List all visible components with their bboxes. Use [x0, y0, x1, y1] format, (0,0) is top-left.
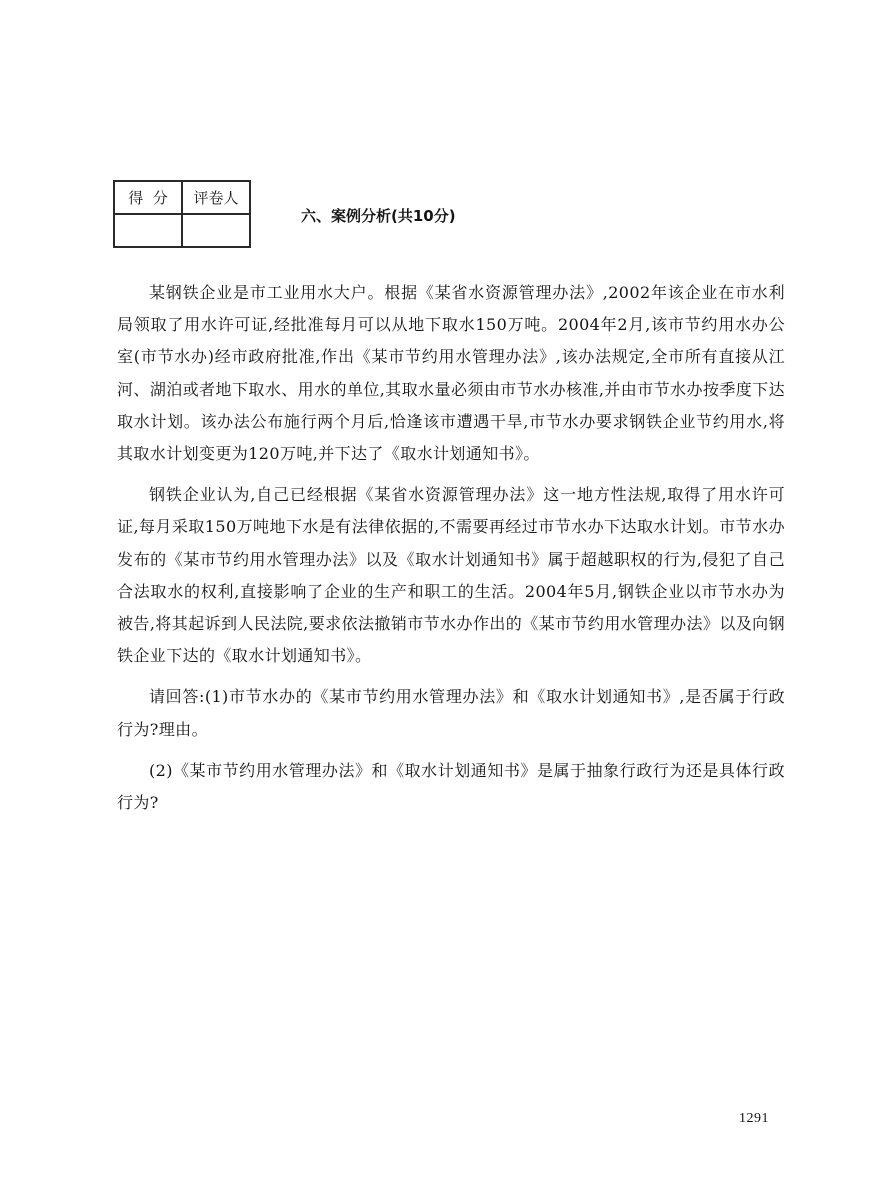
grader-value-cell [182, 214, 250, 247]
score-label: 得 分 [114, 181, 182, 214]
section-title: 六、案例分析(共10分) [301, 207, 456, 225]
score-table [113, 180, 251, 248]
score-value-cell [114, 214, 182, 247]
paragraph-question-1: 请回答:(1)市节水办的《某市节约用水管理办法》和《取水计划通知书》,是否属于行政行为?理由。 [117, 687, 785, 739]
grader-label: 评卷人 [182, 181, 250, 214]
paragraph-question-2: (2)《某市节约用水管理办法》和《取水计划通知书》是属于抽象行政行为还是具体行政行为? [117, 760, 785, 813]
page-number: 1291 [739, 1111, 769, 1126]
case-body [117, 277, 785, 828]
score-table-value-row [114, 214, 250, 247]
paragraph-company-claim: 钢铁企业认为,自己已经根据《某省水资源管理办法》这一地方性法规,取得了用水许可证,每月采取150万吨地下水是有法律依据的,不需要再经过市节水办下达取水计划。市节水办发布的《某市节约用水管理办法》以及《取水计划通知书》属于超越职权的行为,侵犯了自己合法取水的权利,直接影响了企业的生产和职工的生活。2004年5月,钢铁企业以市节水办为被告,将其起诉到人民法院,要求依法撤销市节水办作出的《某市节约用水管理办法》以及向钢铁企业下达的《取水计划通知书》。 [117, 485, 785, 666]
paragraph-case-facts: 某钢铁企业是市工业用水大户。根据《某省水资源管理办法》,2002年该企业在市水利局领取了用水许可证,经批准每月可以从地下取水150万吨。2004年2月,该市节约用水办公室(市节水办)经市政府批准,作出《某市节约用水管理办法》,该办法规定,全市所有直接从江河、湖泊或者地下取水、用水的单位,其取水量必须由市节水办核准,并由市节水办按季度下达取水计划。该办法公布施行两个月后,恰逢该市遭遇干旱,市节水办要求钢铁企业节约用水,将其取水计划变更为120万吨,并下达了《取水计划通知书》。 [117, 283, 785, 464]
score-table-header-row [114, 181, 250, 214]
